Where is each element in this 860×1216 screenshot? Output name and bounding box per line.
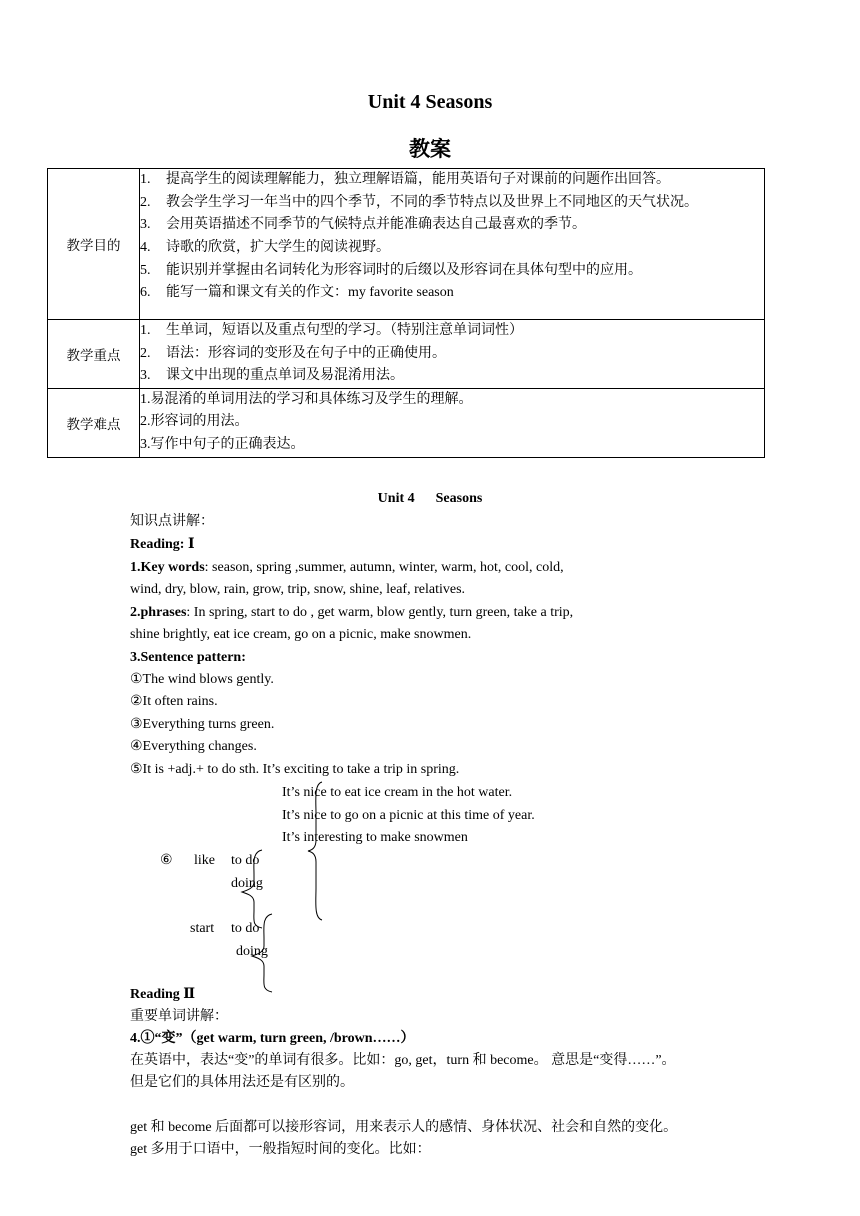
goal-item: 4. 诗歌的欣赏，扩大学生的阅读视野。 xyxy=(140,240,390,255)
start-word: start xyxy=(190,921,215,936)
sentence-5: ⑤It is +adj.+ to do sth. It’s exciting to take a trip in spring. xyxy=(130,762,460,777)
paragraph-get-become-1: get 和 become 后面都可以接形容词，用来表示人的感情、身体状况、社会和自然的变化。 xyxy=(130,1120,678,1135)
vocab-intro: 重要单词讲解： xyxy=(130,1009,228,1024)
paragraph-get-become-2: get 多用于口语中，一般指短时间的变化。比如： xyxy=(130,1142,431,1157)
sentence-pattern-heading: 3.Sentence pattern: xyxy=(130,650,246,665)
sentence-1: ①The wind blows gently. xyxy=(130,672,274,687)
key-points-row xyxy=(48,320,765,389)
phrases-line-2: shine brightly, eat ice cream, go on a picnic, make snowmen. xyxy=(130,627,472,642)
key-words-line: 1.Key words: season, spring ,summer, autumn, winter, warm, hot, cool, cold, xyxy=(130,560,564,575)
goal-item: 6. 能写一篇和课文有关的作文：my favorite season xyxy=(140,285,454,301)
goal-item: 1. 提高学生的阅读理解能力，独立理解语篇，能用英语句子对课前的问题作出回答。 xyxy=(140,172,670,188)
goals-row xyxy=(48,169,765,320)
start-brace xyxy=(248,912,276,994)
difficulties-content xyxy=(140,388,765,457)
unit-heading: Unit 4 Seasons xyxy=(377,491,483,506)
sentence-2: ②It often rains. xyxy=(130,694,218,709)
phrases-line: 2.phrases: In spring, start to do , get warm, blow gently, turn green, take a trip, xyxy=(130,605,574,620)
sentence-5-example-3: It’s nice to go on a picnic at this time of year. xyxy=(282,808,535,823)
sentence-4: ④Everything changes. xyxy=(130,739,257,754)
like-word: like xyxy=(194,853,215,868)
goal-item: 3. 会用英语描述不同季节的气候特点并能准确表达自己最喜欢的季节。 xyxy=(140,217,586,233)
difficulties-row xyxy=(48,388,765,457)
start-to-do: to do xyxy=(231,921,260,936)
sentence-5-example-4: It’s interesting to make snowmen xyxy=(282,830,468,845)
intro-text: 知识点讲解： xyxy=(130,514,214,529)
section-4-line-1: 在英语中，表达“变”的单词有很多。比如：go, get，turn 和 become。 意思是“变得……”。 xyxy=(130,1053,676,1068)
reading-1-heading: Reading: Ⅰ xyxy=(130,537,195,552)
difficulty-item: 3.写作中句子的正确表达。 xyxy=(140,436,305,452)
difficulties-label: 教学难点 xyxy=(48,388,140,457)
difficulty-item: 2.形容词的用法。 xyxy=(140,414,249,430)
key-point-item: 3. 课文中出现的重点单词及易混淆用法。 xyxy=(140,368,404,384)
key-points-label: 教学重点 xyxy=(48,320,140,389)
goal-item: 5. 能识别并掌握由名词转化为形容词时的后缀以及形容词在具体句型中的应用。 xyxy=(140,262,642,278)
sentence-5-brace xyxy=(306,780,326,922)
document-title: Unit 4 Seasons xyxy=(367,91,493,113)
key-point-item: 1. 生单词，短语以及重点句型的学习。（特别注意单词词性） xyxy=(140,323,523,338)
start-doing: doing xyxy=(236,944,268,959)
goals-content xyxy=(140,169,765,320)
goal-item: 2. 教会学生学习一年当中的四个季节，不同的季节特点以及世界上不同地区的天气状况。 xyxy=(140,194,698,210)
difficulty-item: 1.易混淆的单词用法的学习和具体练习及学生的理解。 xyxy=(140,391,473,407)
document-subtitle: 教案 xyxy=(409,137,451,161)
key-words-line-2: wind, dry, blow, rain, grow, trip, snow, shine, leaf, relatives. xyxy=(130,582,466,597)
sentence-3: ③Everything turns green. xyxy=(130,717,275,732)
like-to-do: to do xyxy=(231,853,260,868)
sentence-6-number: ⑥ xyxy=(160,853,173,868)
goals-label: 教学目的 xyxy=(48,169,140,320)
section-4-title: 4.①“变”（get warm, turn green, /brown……） xyxy=(130,1031,415,1046)
section-4-line-2: 但是它们的具体用法还是有区别的。 xyxy=(130,1075,354,1090)
lesson-plan-table xyxy=(47,168,765,458)
reading-2-heading: Reading Ⅱ xyxy=(130,987,196,1002)
key-points-content xyxy=(140,320,765,389)
like-doing: doing xyxy=(231,876,263,891)
key-point-item: 2. 语法：形容词的变形及在句子中的正确使用。 xyxy=(140,345,446,361)
sentence-5-example-2: It’s nice to eat ice cream in the hot water. xyxy=(282,785,513,800)
